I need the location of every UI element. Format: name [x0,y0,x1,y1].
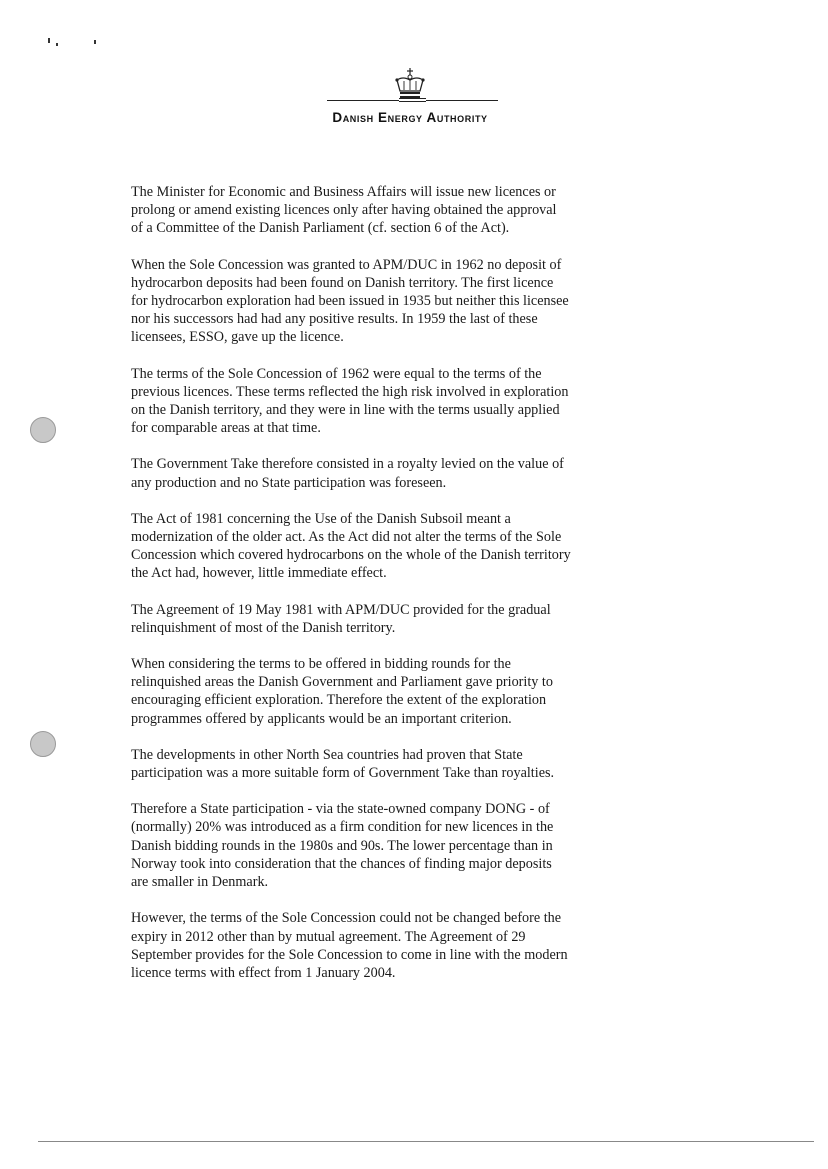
paragraph: When the Sole Concession was granted to APM/DUC in 1962 no deposit of hydrocarbon deposits had been found on Danish territory. The first licence for hydrocarbon exploration had been issued in 1935 but neither this licensee nor his successors had had any positive results. In 1959 the last of these licensees, ESSO, gave up the licence. [131,256,569,346]
paragraph: However, the terms of the Sole Concession could not be changed before the expiry in 2012 other than by mutual agreement. The Agreement of 29 September provides for the Sole Concession to come in line with the modern licence terms with effect from 1 January 2004. [131,910,568,981]
paragraph: The developments in other North Sea countries had proven that State participation was a more suitable form of Government Take than royalties. [131,746,555,782]
paragraph: The Government Take therefore consisted in a royalty levied on the value of any production and no State participation was foreseen. [131,456,564,491]
scan-speck [48,38,50,43]
header-rule [426,100,498,101]
scan-speck [56,43,58,46]
paragraph: The terms of the Sole Concession of 1962 were equal to the terms of the previous licences. These terms reflected the high risk involved in exploration on the Danish territory, and they were in line with the terms usually applied for comparable areas at that time. [131,365,569,437]
header-rule [399,98,426,102]
scan-speck [94,40,96,44]
organization-name: Danish Energy Authority [332,110,488,125]
paragraph: The Act of 1981 concerning the Use of the Danish Subsoil meant a modernization of the older act. As the Act did not alter the terms of the Sole Concession which covered hydrocarbons on the whole of the Danish territory the Act had, however, little immediate effect. [131,510,571,582]
punch-hole [30,731,56,757]
punch-hole [30,417,56,443]
paragraph: Therefore a State participation - via the state-owned company DONG - of (normally) 20% was introduced as a firm condition for new licences in the Danish bidding rounds in the 1980s and 90s. The lower percentage than in Norway took into consideration that the chances of finding major deposits are smaller in Denmark. [131,801,554,891]
paragraph: When considering the terms to be offered in bidding rounds for the relinquished areas the Danish Government and Parliament gave priority to encouraging efficient exploration. Therefore the extent of the exploration programmes offered by applicants would be an important criterion. [131,656,553,727]
document-body [131,183,571,1000]
paragraph: The Minister for Economic and Business Affairs will issue new licences or prolong or amend existing licences only after having obtained the approval of a Committee of the Danish Parliament (cf. section 6 of the Act). [131,184,557,237]
crown-icon [392,66,428,100]
page-bottom-rule [38,1141,814,1142]
header-rule [327,100,399,101]
paragraph: The Agreement of 19 May 1981 with APM/DUC provided for the gradual relinquishment of most of the Danish territory. [131,601,551,636]
